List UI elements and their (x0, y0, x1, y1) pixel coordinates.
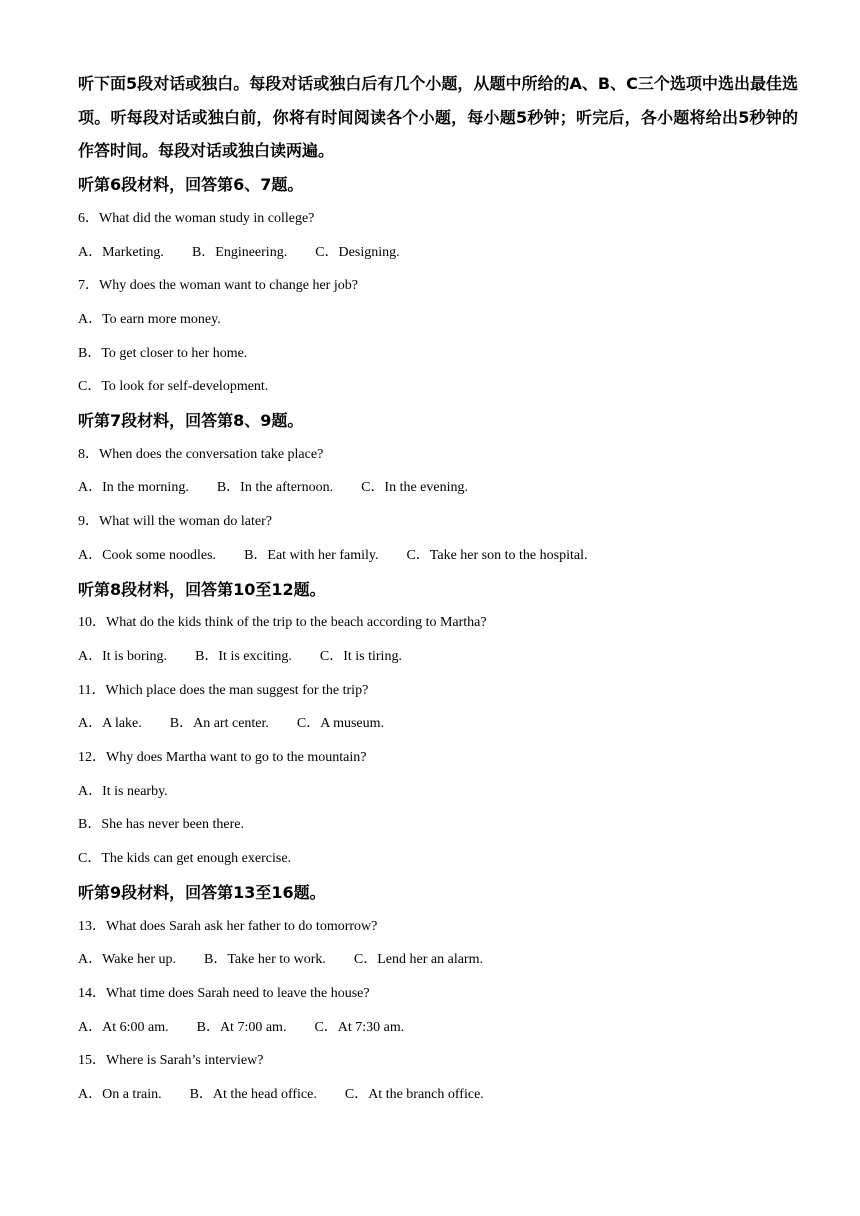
answer-option: A．On a train. (78, 1087, 162, 1103)
option-row (78, 539, 798, 573)
section-heading: 听第9段材料，回答第13至16题。 (78, 882, 326, 902)
answer-option: B．At 7:00 am. (196, 1019, 287, 1035)
answer-option: A．Wake her up. (78, 952, 177, 968)
answer-option: A．A lake. (78, 716, 142, 732)
answer-option: B．An art center. (169, 716, 269, 732)
answer-option: C．At the branch office. (344, 1087, 484, 1103)
question-sections (78, 168, 798, 1112)
question-stem: 12．Why does Martha want to go to the mountain? (78, 750, 367, 766)
answer-option: C．To look for self-development. (78, 379, 269, 395)
answer-option: A．To earn more money. (78, 311, 221, 327)
question-stem: 14．What time does Sarah need to leave the house? (78, 985, 370, 1001)
exam-page (78, 67, 798, 1112)
answer-option: C．It is tiring. (319, 648, 402, 664)
answer-option: A．In the morning. (78, 480, 189, 496)
answer-option: B．It is exciting. (195, 648, 292, 664)
answer-option: C．Lend her an alarm. (353, 952, 483, 968)
section-heading: 听第8段材料，回答第10至12题。 (78, 579, 326, 599)
answer-option: C．Designing. (315, 244, 400, 260)
answer-option: B．Take her to work. (204, 952, 326, 968)
question-stem: 9．What will the woman do later? (78, 514, 272, 530)
section-heading: 听第6段材料，回答第6、7题。 (78, 175, 304, 195)
question-stem: 13．What does Sarah ask her father to do tomorrow? (78, 918, 378, 934)
question-stem: 15．Where is Sarah’s interview? (78, 1053, 264, 1069)
answer-option: A．It is nearby. (78, 783, 168, 799)
option-row (78, 943, 798, 977)
answer-option: B．She has never been there. (78, 817, 244, 833)
answer-option: C．A museum. (296, 716, 385, 732)
answer-option: C．Take her son to the hospital. (406, 547, 588, 563)
question-stem: 7．Why does the woman want to change her job? (78, 278, 358, 294)
answer-option: B．Engineering. (191, 244, 288, 260)
answer-option: A．It is boring. (78, 648, 168, 664)
answer-option: C．In the evening. (361, 480, 468, 496)
option-row (78, 236, 798, 270)
question-stem: 6．What did the woman study in college? (78, 210, 315, 226)
question-stem: 11．Which place does the man suggest for the trip? (78, 682, 369, 698)
answer-option: B．Eat with her family. (244, 547, 379, 563)
answer-option: C．At 7:30 am. (314, 1019, 405, 1035)
option-row (78, 640, 798, 674)
option-row (78, 707, 798, 741)
option-row (78, 471, 798, 505)
question-stem: 10．What do the kids think of the trip to the beach according to Martha? (78, 615, 487, 631)
answer-option: A．Cook some noodles. (78, 547, 217, 563)
answer-option: A．Marketing. (78, 244, 164, 260)
question-stem: 8．When does the conversation take place? (78, 446, 324, 462)
option-row (78, 1078, 798, 1112)
option-row (78, 1011, 798, 1045)
answer-option: C．The kids can get enough exercise. (78, 851, 292, 867)
answer-option: B．In the afternoon. (216, 480, 334, 496)
answer-option: A．At 6:00 am. (78, 1019, 169, 1035)
answer-option: B．At the head office. (189, 1087, 317, 1103)
listening-instructions: 听下面5段对话或独白。每段对话或独白后有几个小题，从题中所给的A、B、C三个选项中选出最佳选项。听每段对话或独白前，你将有时间阅读各个小题，每小题5秒钟；听完后，各小题将给出5秒钟的作答时间。每段对话或独白读两遍。 (78, 74, 798, 161)
section-heading: 听第7段材料，回答第8、9题。 (78, 411, 304, 431)
answer-option: B．To get closer to her home. (78, 345, 248, 361)
